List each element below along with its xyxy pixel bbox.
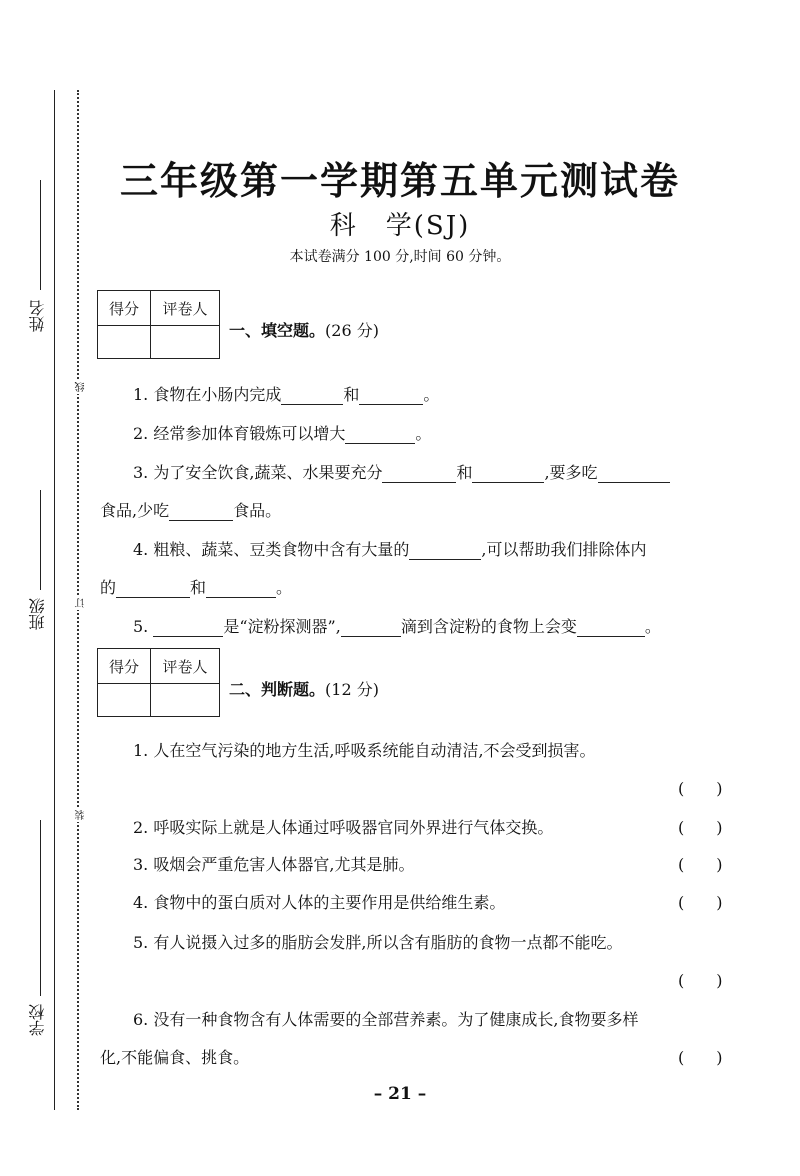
score-box — [97, 648, 220, 717]
score-header: 得分 — [98, 649, 151, 684]
judge-question-6: 6. 没有一种食物含有人体需要的全部营养素。为了健康成长,食物要多样 — [133, 1010, 639, 1029]
question-text: ,要多吃 — [544, 463, 598, 482]
question-text: 2. 经常参加体育锻炼可以增大 — [133, 424, 346, 443]
answer-blank[interactable] — [206, 579, 276, 598]
judge-question-3: 3. 吸烟会严重危害人体器官,尤其是肺。 — [133, 855, 415, 874]
answer-blank[interactable] — [598, 464, 670, 483]
judge-question-5: 5. 有人说摄入过多的脂肪会发胖,所以含有脂肪的食物一点都不能吃。 — [133, 933, 623, 952]
question-4-cont — [100, 575, 292, 598]
answer-paren[interactable]: ( ) — [678, 855, 723, 874]
question-text: 是“淀粉探测器”, — [223, 617, 341, 636]
subject-title: 科 学(SJ) — [329, 211, 471, 241]
question-text: 。 — [423, 385, 440, 404]
answer-blank[interactable] — [472, 464, 544, 483]
seal-char-order: 订 — [76, 598, 87, 608]
answer-paren[interactable]: ( ) — [678, 971, 723, 990]
school-label: 学校 — [28, 1004, 47, 1036]
school-field[interactable] — [40, 820, 41, 996]
binding-line — [54, 90, 55, 1110]
answer-blank[interactable] — [345, 425, 415, 444]
name-label: 姓名 — [28, 300, 47, 332]
answer-paren[interactable]: ( ) — [678, 893, 723, 912]
section-title-text: 一、填空题。 — [229, 321, 326, 340]
judge-question-6-cont: 化,不能偏食、挑食。 — [100, 1048, 250, 1067]
seal-char-bind: 装 — [76, 810, 87, 820]
question-4 — [133, 537, 646, 560]
question-text: 。 — [644, 617, 661, 636]
question-3 — [133, 460, 670, 483]
section-points: (26 分) — [325, 321, 379, 340]
answer-blank[interactable] — [169, 502, 233, 521]
answer-blank[interactable] — [577, 618, 645, 637]
page-title: 三年级第一学期第五单元测试卷 — [119, 158, 680, 203]
answer-paren[interactable]: ( ) — [678, 818, 723, 837]
question-3-cont — [100, 498, 281, 521]
question-text: 5. — [133, 617, 154, 636]
score-header: 得分 — [98, 291, 151, 326]
question-text: 滴到含淀粉的食物上会变 — [400, 617, 577, 636]
seal-char-line: 线 — [76, 382, 87, 392]
class-field[interactable] — [40, 490, 41, 590]
answer-blank[interactable] — [382, 464, 456, 483]
question-text: 。 — [276, 578, 293, 597]
answer-paren[interactable]: ( ) — [678, 779, 723, 798]
answer-blank[interactable] — [281, 386, 343, 405]
judge-question-2: 2. 呼吸实际上就是人体通过呼吸器官同外界进行气体交换。 — [133, 818, 554, 837]
answer-blank[interactable] — [359, 386, 423, 405]
section-title-text: 二、判断题。 — [229, 680, 326, 699]
question-5 — [133, 614, 661, 637]
question-text: 和 — [456, 463, 473, 482]
answer-blank[interactable] — [116, 579, 190, 598]
question-2 — [133, 421, 431, 444]
class-label: 班级 — [28, 598, 47, 630]
judge-question-1: 1. 人在空气污染的地方生活,呼吸系统能自动清洁,不会受到损害。 — [133, 741, 596, 760]
grader-cell[interactable] — [151, 326, 220, 359]
exam-note: 本试卷满分 100 分,时间 60 分钟。 — [289, 249, 511, 265]
grader-header: 评卷人 — [151, 291, 220, 326]
section-points: (12 分) — [325, 680, 379, 699]
question-1 — [133, 382, 439, 405]
section-title-fill — [229, 318, 379, 341]
score-box — [97, 290, 220, 359]
question-text: 食品,少吃 — [100, 501, 170, 520]
answer-blank[interactable] — [341, 618, 401, 637]
score-cell[interactable] — [98, 326, 151, 359]
question-text: 1. 食物在小肠内完成 — [133, 385, 282, 404]
answer-blank[interactable] — [153, 618, 223, 637]
question-text: 的 — [100, 578, 117, 597]
question-text: 3. 为了安全饮食,蔬菜、水果要充分 — [133, 463, 383, 482]
question-text: 和 — [343, 385, 360, 404]
answer-blank[interactable] — [409, 541, 481, 560]
section-title-judge — [229, 677, 379, 700]
answer-paren[interactable]: ( ) — [678, 1048, 723, 1067]
question-text: 4. 粗粮、蔬菜、豆类食物中含有大量的 — [133, 540, 410, 559]
question-text: 和 — [190, 578, 207, 597]
page-number: – 21 – — [373, 1084, 427, 1104]
judge-question-4: 4. 食物中的蛋白质对人体的主要作用是供给维生素。 — [133, 893, 506, 912]
question-text: 食品。 — [233, 501, 282, 520]
question-text: 。 — [415, 424, 432, 443]
grader-header: 评卷人 — [151, 649, 220, 684]
grader-cell[interactable] — [151, 684, 220, 717]
question-text: ,可以帮助我们排除体内 — [481, 540, 647, 559]
score-cell[interactable] — [98, 684, 151, 717]
